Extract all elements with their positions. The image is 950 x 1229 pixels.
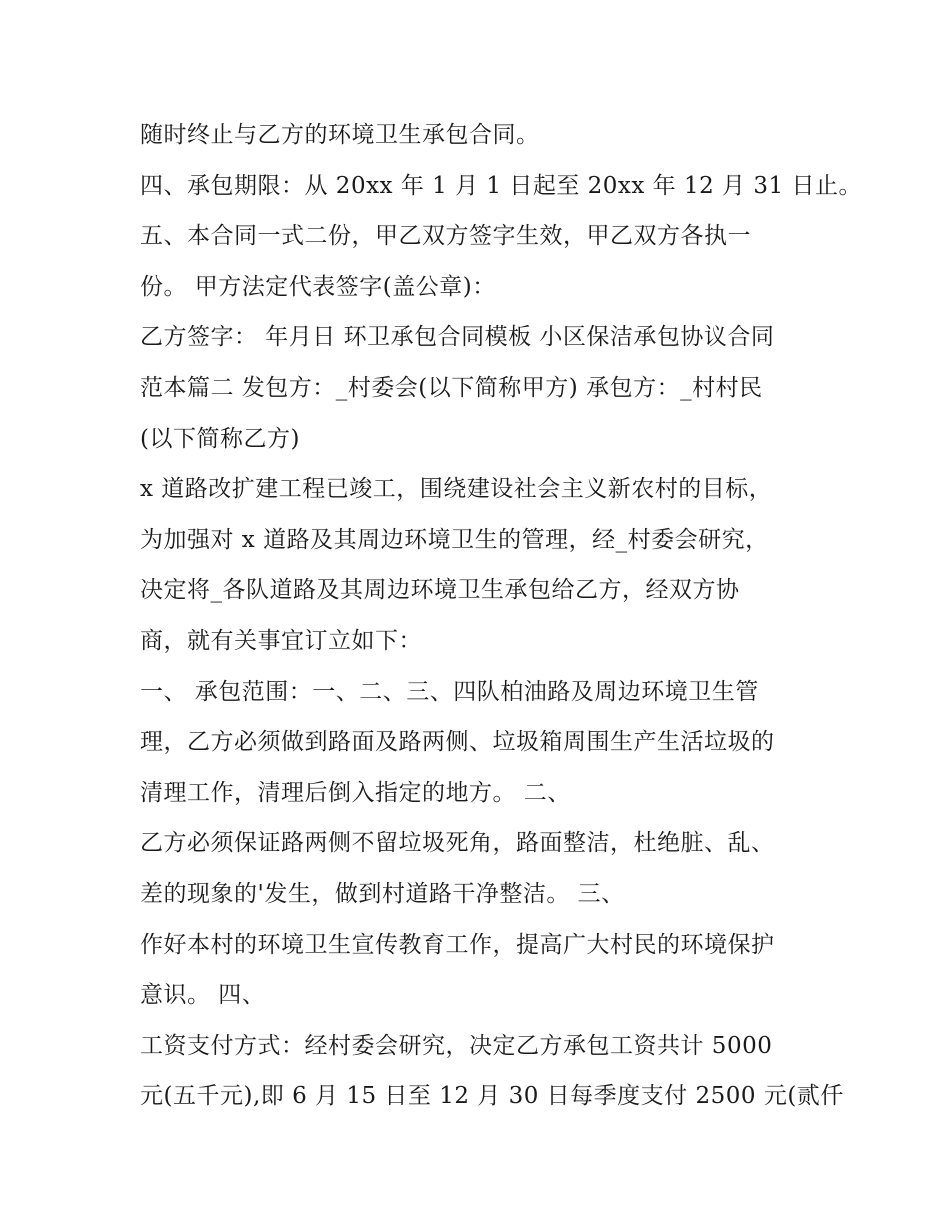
text-line: 随时终止与乙方的环境卫生承包合同。: [140, 122, 540, 148]
text-line: 决定将_各队道路及其周边环境卫生承包给乙方，经双方协: [140, 577, 740, 604]
text-line: (以下简称乙方): [140, 425, 300, 452]
text-line: 四、承包期限：从 20xx 年 1 月 1 日起至 20xx 年 12 月 31 日止。: [140, 172, 862, 199]
text-line: 元(五千元),即 6 月 15 日至 12 月 30 日每季度支付 2500 元(贰仟: [140, 1083, 844, 1110]
text-line: 一、 承包范围：一、二、三、四队柏油路及周边环境卫生管: [140, 678, 759, 705]
text-line: 工资支付方式：经村委会研究，决定乙方承包工资共计 5000: [140, 1032, 773, 1059]
text-line: 五、本合同一式二份，甲乙双方签字生效，甲乙双方各执一: [140, 223, 751, 250]
text-line: 范本篇二 发包方：_村委会(以下简称甲方) 承包方：_村村民: [140, 374, 763, 401]
text-line: 理，乙方必须做到路面及路两侧、垃圾箱周围生产生活垃圾的: [140, 729, 775, 756]
document-body: [140, 110, 862, 1122]
text-line: 差的现象的'发生，做到村道路干净整洁。 三、: [140, 880, 625, 907]
text-line: 意识。 四、: [140, 982, 266, 1009]
text-line: 商，就有关事宜订立如下：: [140, 627, 422, 654]
text-line: 作好本村的环境卫生宣传教育工作，提高广大村民的环境保护: [140, 931, 775, 958]
text-line: 清理工作，清理后倒入指定的地方。 二、: [140, 779, 571, 806]
text-line: 份。 甲方法定代表签字(盖公章)：: [140, 273, 496, 300]
text-line: x 道路改扩建工程已竣工，围绕建设社会主义新农村的目标，: [140, 476, 773, 503]
text-line: 为加强对 x 道路及其周边环境卫生的管理，经_村委会研究，: [140, 526, 769, 553]
text-line: 乙方必须保证路两侧不留垃圾死角，路面整洁，杜绝脏、乱、: [140, 830, 775, 857]
text-line: 乙方签字： 年月日 环卫承包合同模板 小区保洁承包协议合同: [140, 324, 775, 351]
